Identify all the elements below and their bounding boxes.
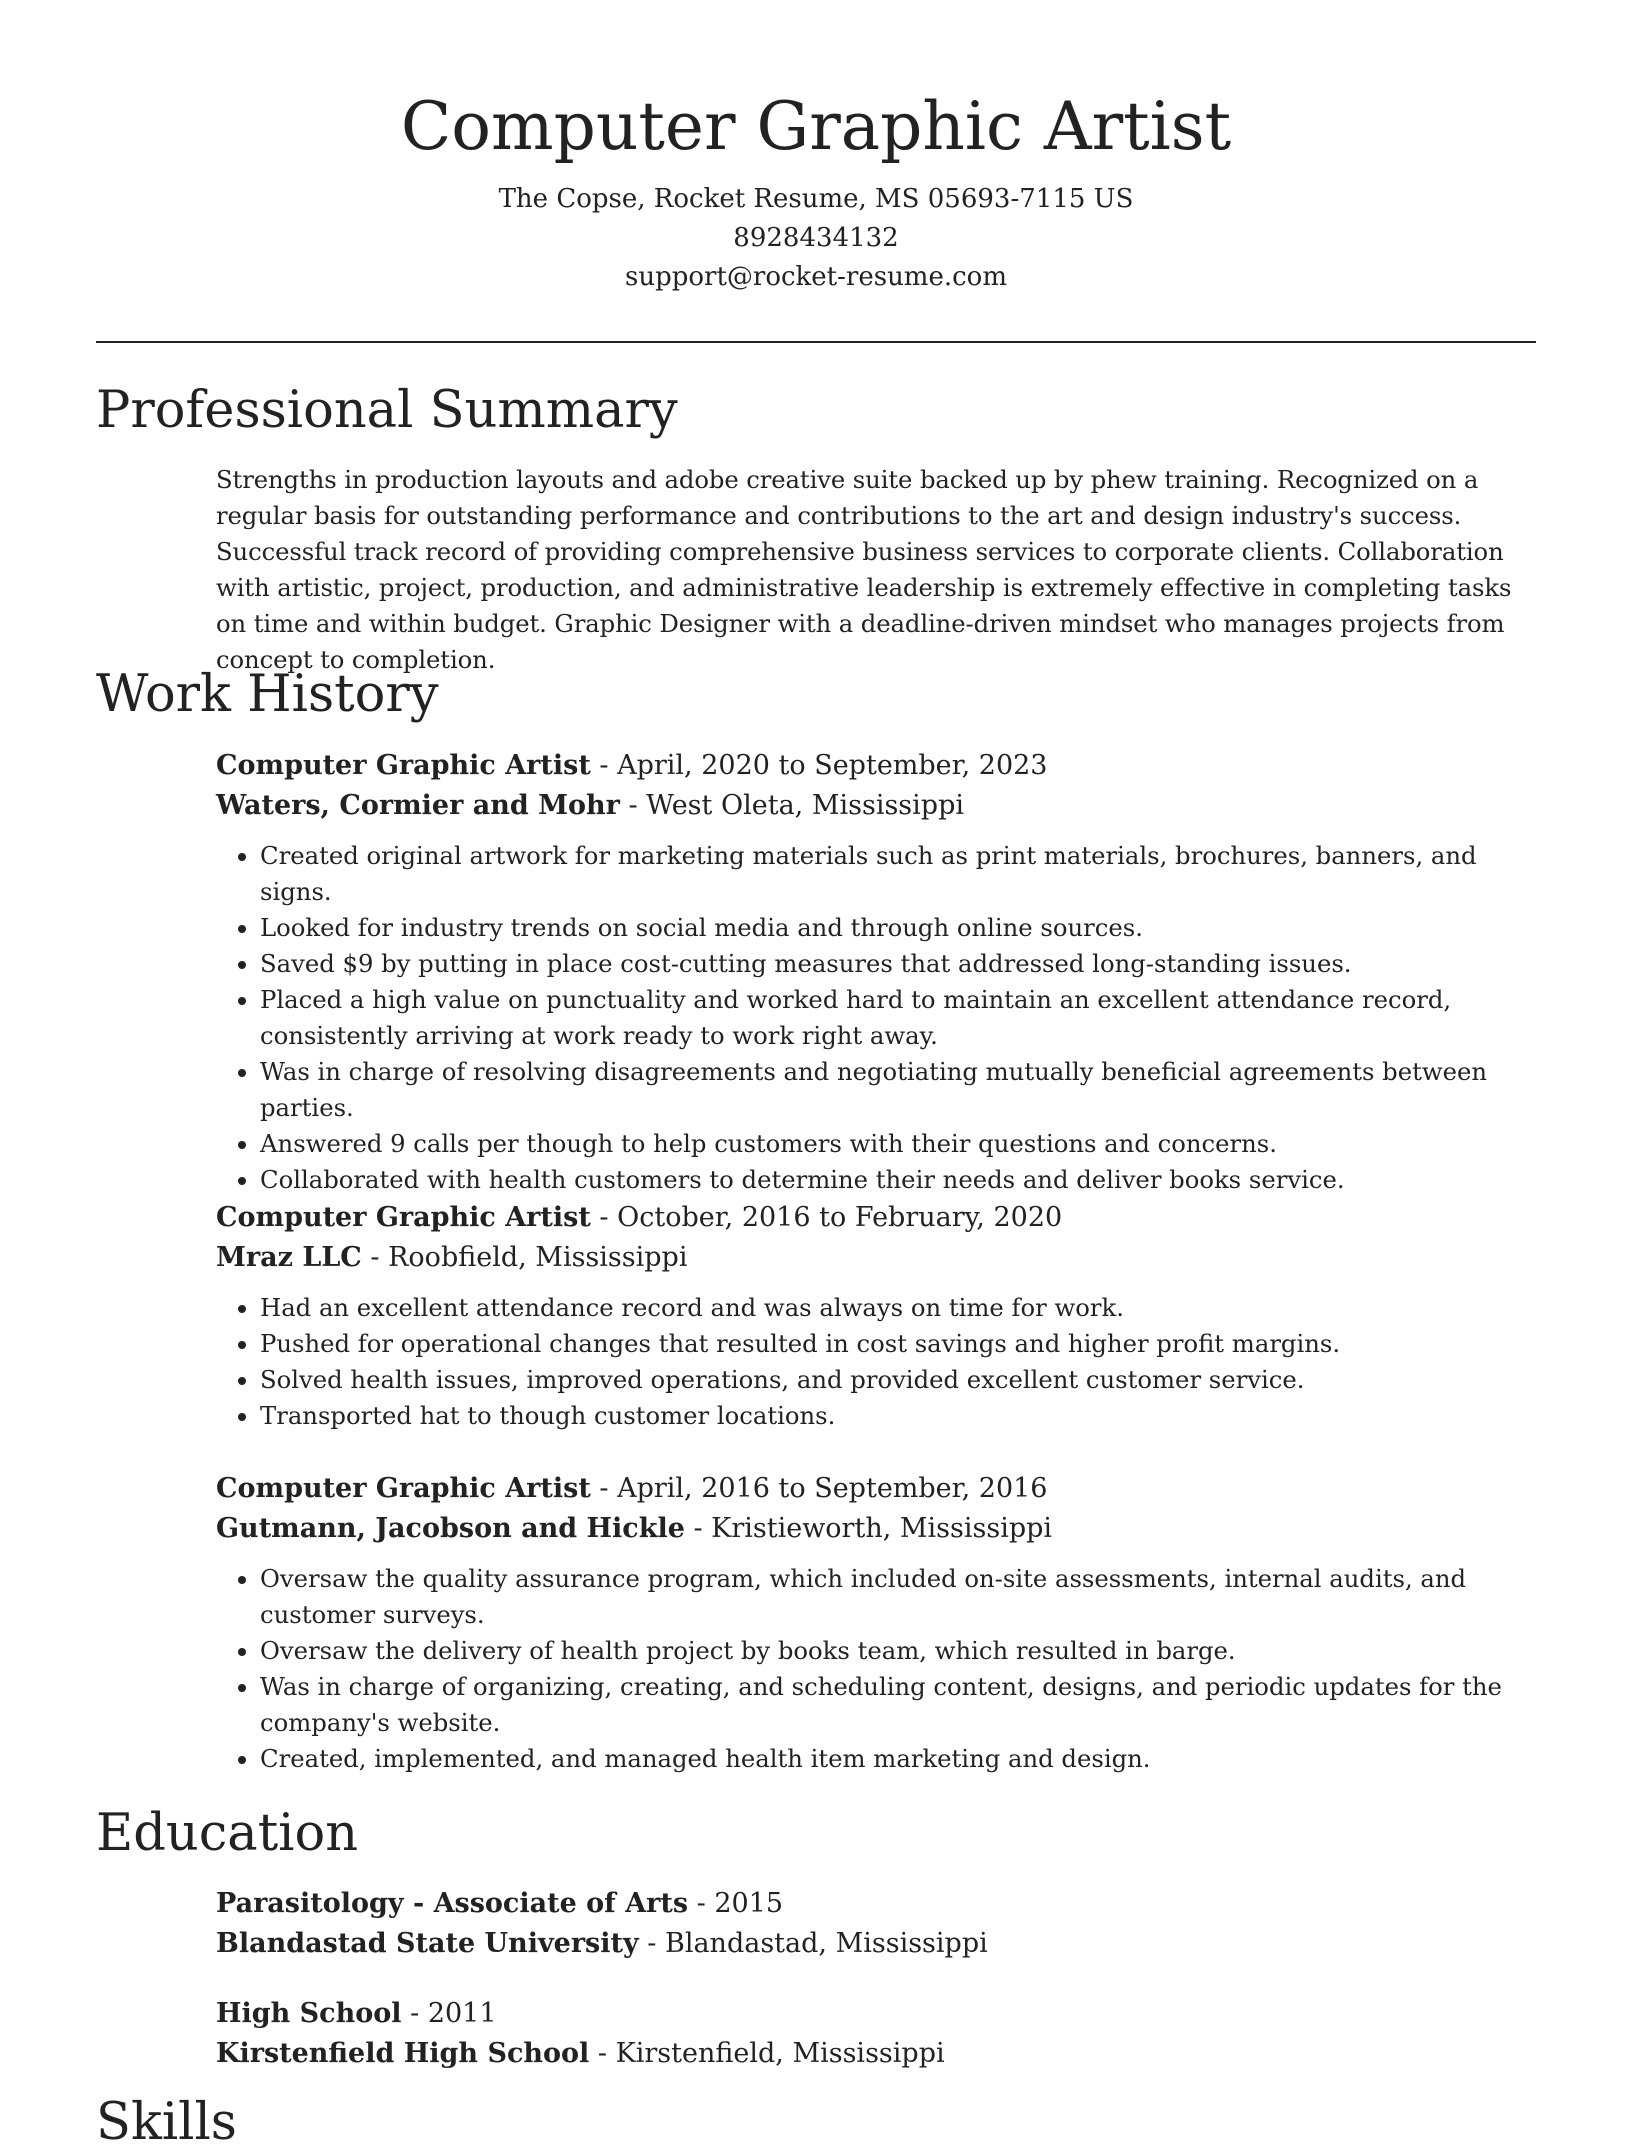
section-title-education: Education bbox=[96, 1804, 359, 1863]
education-degree: Parasitology - Associate of Arts bbox=[216, 1888, 689, 1919]
job-bullet: • Solved health issues, improved operations, and provided excellent customer service. bbox=[260, 1362, 1546, 1398]
candidate-name: Computer Graphic Artist bbox=[400, 88, 1232, 165]
resume-header bbox=[0, 0, 1632, 297]
job-role: Computer Graphic Artist bbox=[216, 750, 591, 781]
job-dates: - October, 2016 to February, 2020 bbox=[590, 1202, 1063, 1233]
job-role: Computer Graphic Artist bbox=[216, 1473, 591, 1504]
education-school: Kirstenfield High School bbox=[216, 2038, 590, 2069]
job-bullet: • Collaborated with health customers to determine their needs and deliver books service. bbox=[260, 1162, 1546, 1198]
job-bullet: • Was in charge of resolving disagreements and negotiating mutually beneficial agreements between parties. bbox=[260, 1054, 1546, 1126]
job-bullet: • Looked for industry trends on social media and through online sources. bbox=[260, 910, 1546, 946]
header-divider bbox=[96, 341, 1536, 343]
job-role: Computer Graphic Artist bbox=[216, 1202, 591, 1233]
education-year: - 2011 bbox=[401, 1998, 497, 2029]
job-location: - Kristieworth, Mississippi bbox=[684, 1513, 1053, 1544]
job-entry bbox=[216, 1198, 1546, 1434]
contact-email: support@rocket-resume.com bbox=[624, 262, 1007, 292]
job-bullet: • Oversaw the quality assurance program, which included on-site assessments, internal audits, and customer surveys. bbox=[260, 1561, 1546, 1633]
job-entry bbox=[216, 746, 1546, 1198]
contact-phone: 8928434132 bbox=[733, 223, 899, 253]
job-title-line bbox=[216, 1469, 1546, 1509]
education-location: - Blandastad, Mississippi bbox=[638, 1928, 988, 1959]
job-bullet: • Answered 9 calls per though to help customers with their questions and concerns. bbox=[260, 1126, 1546, 1162]
job-bullets bbox=[216, 838, 1546, 1198]
job-bullet: • Oversaw the delivery of health project by books team, which resulted in barge. bbox=[260, 1633, 1546, 1669]
job-bullet: • Was in charge of organizing, creating, and scheduling content, designs, and periodic updates for the company's website. bbox=[260, 1669, 1546, 1741]
education-degree-line bbox=[216, 1884, 1536, 1924]
job-bullet: • Placed a high value on punctuality and worked hard to maintain an excellent attendance record, consistently arriving at work ready to work right away. bbox=[260, 982, 1546, 1054]
section-title-work-history: Work History bbox=[96, 665, 439, 724]
education-degree-line bbox=[216, 1994, 1536, 2034]
job-company: Gutmann, Jacobson and Hickle bbox=[216, 1513, 685, 1544]
contact-address: The Copse, Rocket Resume, MS 05693-7115 US bbox=[498, 184, 1134, 214]
job-bullet: • Created original artwork for marketing materials such as print materials, brochures, banners, and signs. bbox=[260, 838, 1546, 910]
job-location: - Roobfield, Mississippi bbox=[361, 1242, 688, 1273]
job-bullet: • Transported hat to though customer locations. bbox=[260, 1398, 1546, 1434]
job-bullet: • Had an excellent attendance record and was always on time for work. bbox=[260, 1290, 1546, 1326]
job-company-line bbox=[216, 786, 1546, 826]
education-entry bbox=[216, 1994, 1536, 2074]
job-company: Waters, Cormier and Mohr bbox=[216, 790, 620, 821]
job-location: - West Oleta, Mississippi bbox=[619, 790, 965, 821]
section-title-skills: Skills bbox=[96, 2093, 237, 2152]
education-degree: High School bbox=[216, 1998, 402, 2029]
job-entry bbox=[216, 1469, 1546, 1777]
education-location: - Kirstenfield, Mississippi bbox=[589, 2038, 945, 2069]
job-bullets bbox=[216, 1290, 1546, 1434]
education-year: - 2015 bbox=[688, 1888, 784, 1919]
section-title-summary: Professional Summary bbox=[96, 381, 678, 440]
job-dates: - April, 2016 to September, 2016 bbox=[590, 1473, 1048, 1504]
job-title-line bbox=[216, 1198, 1546, 1238]
job-title-line bbox=[216, 746, 1546, 786]
summary-body bbox=[216, 462, 1536, 678]
job-company-line bbox=[216, 1238, 1546, 1278]
job-dates: - April, 2020 to September, 2023 bbox=[590, 750, 1048, 781]
job-bullet: • Pushed for operational changes that resulted in cost savings and higher profit margins. bbox=[260, 1326, 1546, 1362]
job-bullets bbox=[216, 1561, 1546, 1777]
job-company-line bbox=[216, 1509, 1546, 1549]
summary-text: Strengths in production layouts and adobe creative suite backed up by phew training. Recognized on a regular basis for outstanding performance and contributions to the art and design industry's success. Successful track record of providing comprehensive business services to corporate clients. Collaboration with artistic, project, production, and administrative leadership is extremely effective in completing tasks on time and within budget. Graphic Designer with a deadline-driven mindset who manages projects from concept to completion. bbox=[216, 465, 1512, 674]
education-school: Blandastad State University bbox=[216, 1928, 639, 1959]
education-school-line bbox=[216, 2034, 1536, 2074]
job-bullet: • Saved $9 by putting in place cost-cutting measures that addressed long-standing issues. bbox=[260, 946, 1546, 982]
education-school-line bbox=[216, 1924, 1536, 1964]
job-company: Mraz LLC bbox=[216, 1242, 362, 1273]
contact-block bbox=[0, 180, 1632, 297]
education-entry bbox=[216, 1884, 1536, 1964]
job-bullet: • Created, implemented, and managed health item marketing and design. bbox=[260, 1741, 1546, 1777]
